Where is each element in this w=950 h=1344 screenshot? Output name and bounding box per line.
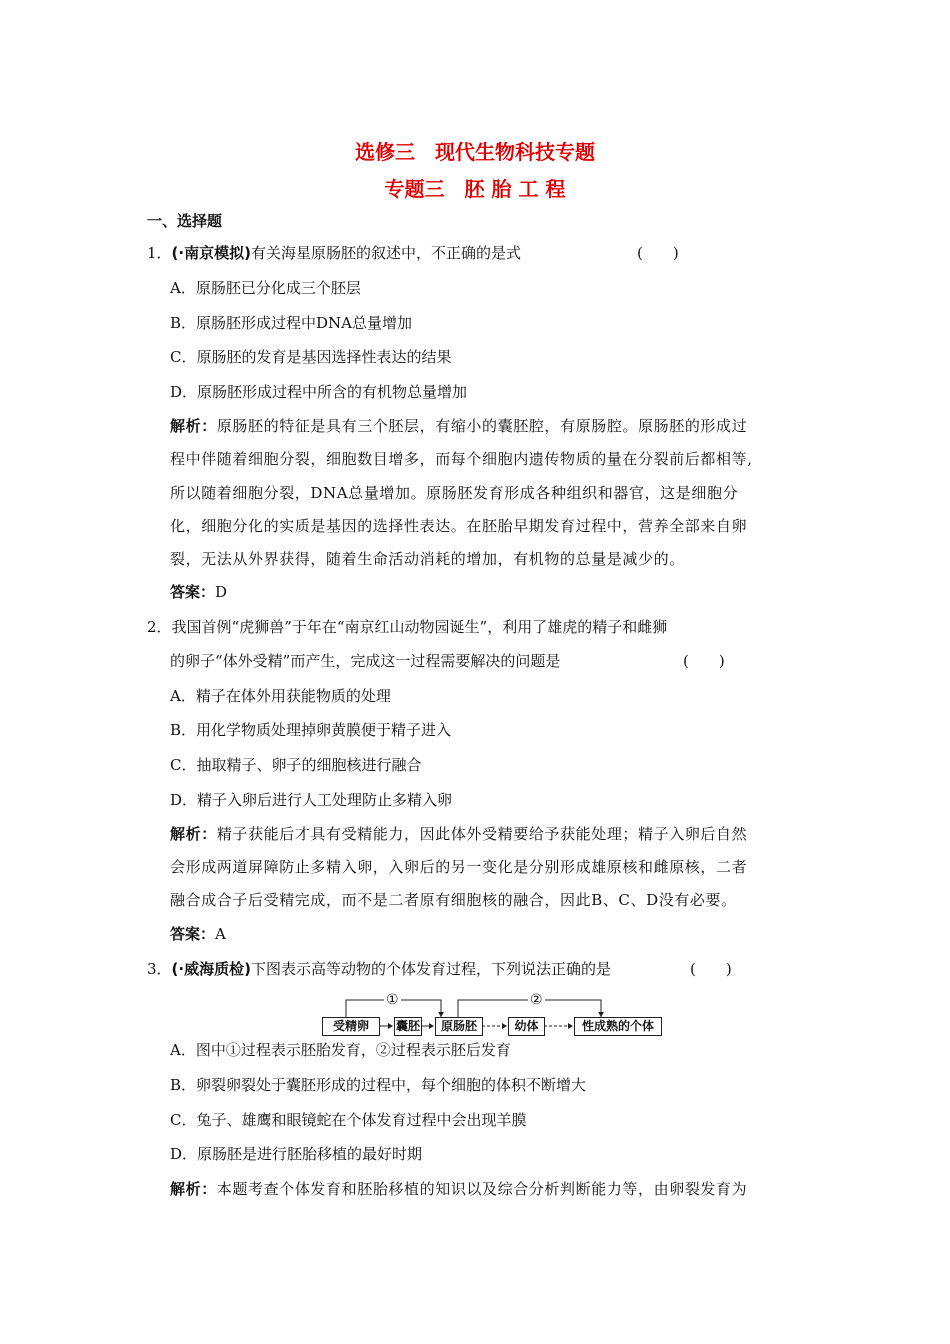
box-blastula: 囊胚 bbox=[394, 1017, 422, 1036]
explanation-line: 会形成两道屏障防止多精入卵，入卵后的另一变化是分别形成雄原核和雌原核，二者 bbox=[170, 858, 748, 876]
development-flow-diagram bbox=[318, 992, 662, 1036]
explanation-text: 原肠胚的特征是具有三个胚层，有缩小的囊胚腔，有原肠腔。原肠胚的形成过 bbox=[216, 417, 748, 435]
explanation-text: 精子获能后才具有受精能力，因此体外受精要给予获能处理；精子入卵后自然 bbox=[216, 825, 748, 843]
box-mature-individual: 性成熟的个体 bbox=[574, 1017, 662, 1036]
answer-label: 答案： bbox=[170, 925, 216, 943]
answer-line bbox=[170, 582, 227, 602]
option-d: D．原肠胚是进行胚胎移植的最好时期 bbox=[170, 1145, 423, 1163]
page-subtitle: 专题三 胚 胎 工 程 bbox=[384, 177, 566, 201]
option-a: A．原肠胚已分化成三个胚层 bbox=[170, 279, 361, 297]
option-c: C．原肠胚的发育是基因选择性表达的结果 bbox=[170, 348, 452, 366]
question-source: (·威海质检) bbox=[171, 960, 251, 978]
question-3-stem bbox=[147, 959, 611, 979]
question-number: 1． bbox=[147, 244, 172, 262]
question-2-stem bbox=[147, 617, 667, 637]
arrow-3-head bbox=[502, 1023, 507, 1029]
box-zygote: 受精卵 bbox=[322, 1017, 380, 1036]
explanation-text: 本题考查个体发育和胚胎移植的知识以及综合分析判断能力等，由卵裂发育为 bbox=[216, 1180, 748, 1198]
arrow-1-head bbox=[388, 1023, 393, 1029]
explanation-line: 裂，无法从外界获得，随着生命活动消耗的增加，有机物的总量是减少的。 bbox=[170, 550, 685, 568]
explanation-label: 解析： bbox=[170, 417, 217, 435]
answer-blank: ( ) bbox=[683, 652, 725, 670]
option-d: D．精子入卵后进行人工处理防止多精入卵 bbox=[170, 791, 453, 809]
option-c: C．抽取精子、卵子的细胞核进行融合 bbox=[170, 756, 422, 774]
question-2-stem-cont: 的卵子“体外受精”而产生，完成这一过程需要解决的问题是 bbox=[170, 652, 561, 670]
explanation-line: 融合成合子后受精完成，而不是二者原有细胞核的融合，因此B、C、D没有必要。 bbox=[170, 891, 737, 909]
box-gastrula: 原肠胚 bbox=[435, 1017, 483, 1036]
arrow-4-head bbox=[568, 1023, 573, 1029]
question-text: 有关海星原肠胚的叙述中，不正确的是式 bbox=[250, 244, 521, 262]
explanation-label: 解析： bbox=[170, 825, 217, 843]
box-larva: 幼体 bbox=[508, 1017, 545, 1036]
option-b: B．卵裂卵裂处于囊胚形成的过程中，每个细胞的体积不断增大 bbox=[170, 1076, 587, 1094]
option-b: B．原肠胚形成过程中DNA总量增加 bbox=[170, 314, 413, 332]
explanation-line: 程中伴随着细胞分裂，细胞数目增多，而每个细胞内遗传物质的量在分裂前后都相等, bbox=[170, 450, 753, 468]
answer-label: 答案： bbox=[170, 583, 216, 601]
explanation-line bbox=[170, 824, 747, 844]
answer-line bbox=[170, 924, 226, 944]
process-2-marker: ② bbox=[530, 992, 543, 1008]
option-a: A．精子在体外用获能物质的处理 bbox=[170, 687, 391, 705]
option-a: A．图中①过程表示胚胎发育，②过程表示胚后发育 bbox=[170, 1041, 511, 1059]
option-d: D．原肠胚形成过程中所含的有机物总量增加 bbox=[170, 383, 468, 401]
page-title: 选修三 现代生物科技专题 bbox=[355, 140, 595, 164]
answer-value: A bbox=[215, 925, 226, 943]
question-number: 3． bbox=[147, 960, 172, 978]
answer-blank: ( ) bbox=[690, 960, 732, 978]
section-heading: 一、选择题 bbox=[147, 212, 223, 230]
question-text: 下图表示高等动物的个体发育过程，下列说法正确的是 bbox=[250, 960, 611, 978]
arrow-2-head bbox=[429, 1023, 434, 1029]
option-c: C．兔子、雄鹰和眼镜蛇在个体发育过程中会出现羊膜 bbox=[170, 1111, 527, 1129]
question-text: 我国首例“虎狮兽”于年在“南京红山动物园诞生”，利用了雄虎的精子和雌狮 bbox=[171, 618, 668, 636]
explanation-label: 解析： bbox=[170, 1180, 217, 1198]
explanation-line bbox=[170, 416, 747, 436]
answer-blank: ( ) bbox=[637, 244, 679, 262]
explanation-line: 化，细胞分化的实质是基因的选择性表达。在胚胎早期发育过程中，营养全部来自卵 bbox=[170, 517, 748, 535]
answer-value: D bbox=[215, 583, 228, 601]
question-1-stem bbox=[147, 243, 521, 263]
explanation-line bbox=[170, 1179, 747, 1199]
question-source: (·南京模拟) bbox=[171, 244, 251, 262]
question-number: 2． bbox=[147, 618, 172, 636]
process-1-marker: ① bbox=[386, 992, 399, 1008]
explanation-line: 所以随着细胞分裂，DNA总量增加。原肠胚发育形成各种组织和器官，这是细胞分 bbox=[170, 484, 739, 502]
option-b: B．用化学物质处理掉卵黄膜便于精子进入 bbox=[170, 721, 452, 739]
